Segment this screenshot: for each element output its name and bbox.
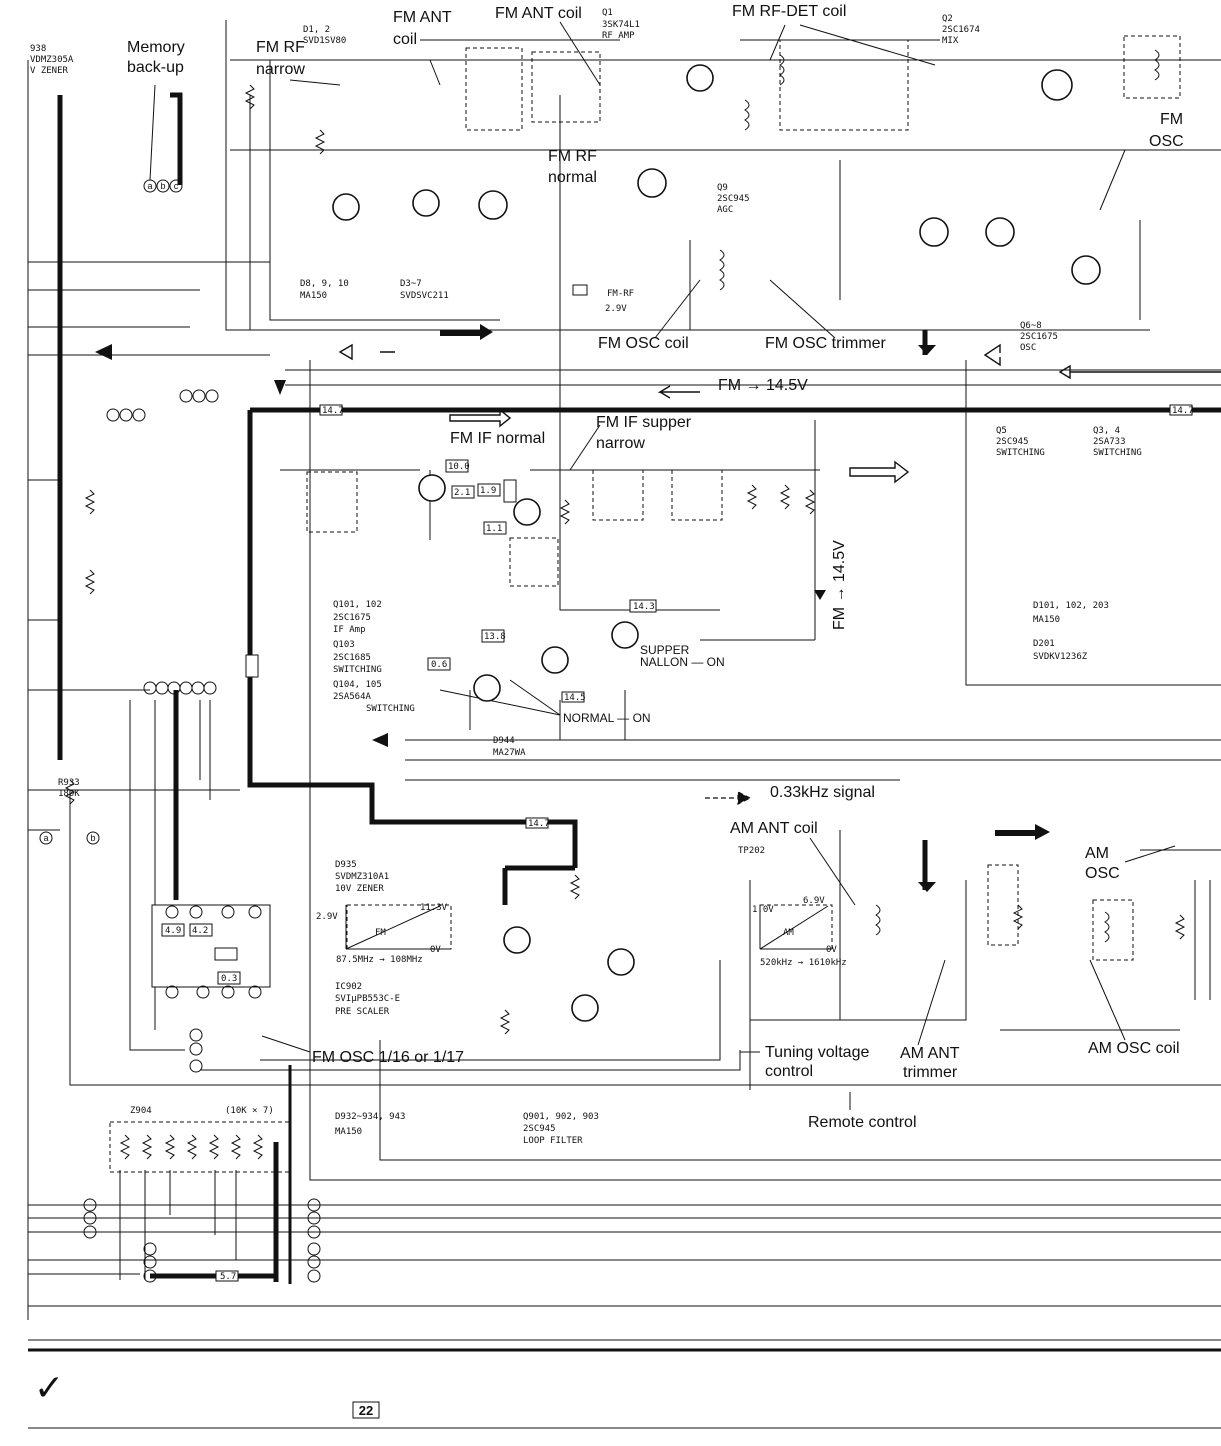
v-rail-147c: 14.7 <box>528 819 550 829</box>
v-03: 0.3 <box>221 974 238 984</box>
tuning-voltage-line1: Tuning voltage <box>765 1044 870 1061</box>
top-left-note-3: V ZENER <box>30 66 68 76</box>
fm-rf-volt-2: 2.9V <box>605 304 627 314</box>
q9-note-2: 2SC945 <box>717 194 750 204</box>
v-138: 13.8 <box>484 632 506 642</box>
ic902-note-1: IC902 <box>335 982 363 992</box>
fm-rf-normal-line2: normal <box>548 169 597 186</box>
d935-note-3: 10V ZENER <box>335 884 384 894</box>
fm-rf-narrow-line1: FM RF <box>256 39 305 56</box>
fm-ant-coil-q1: FM ANT coil <box>495 5 582 22</box>
graph-labels <box>316 896 847 968</box>
q9-note-3: AGC <box>717 205 734 215</box>
am-graph-band: AM <box>783 928 794 938</box>
fm-osc-divider-label: FM OSC 1/16 or 1/17 <box>312 1049 465 1066</box>
v-49: 4.9 <box>165 926 182 936</box>
am-graph-vlow-left: 1.0V <box>752 905 774 915</box>
fm-graph-band: FM <box>375 928 386 938</box>
q6-8-note-2: 2SC1675 <box>1020 332 1058 342</box>
r933-note-2: 180K <box>58 789 80 799</box>
bus-b-left: b <box>90 833 96 843</box>
ic902-block <box>152 905 270 998</box>
ic902-note-3: PRE SCALER <box>335 1007 390 1017</box>
q103-note-2: 2SC1685 <box>333 653 371 663</box>
d101-note-2: MA150 <box>1033 615 1061 625</box>
d935-note-1: D935 <box>335 860 357 870</box>
fm-rf-volt-1: FM-RF <box>607 289 635 299</box>
am-osc-coil-label: AM OSC coil <box>1088 1040 1180 1057</box>
d8-10-note-2: MA150 <box>300 291 328 301</box>
ic902-note-2: SVIμPB553C-E <box>335 994 401 1004</box>
q6-8-note-3: OSC <box>1020 343 1037 353</box>
fm-ant-coil-line2: coil <box>393 31 418 48</box>
q901-note-2: 2SC945 <box>523 1124 556 1134</box>
bus-c: c <box>173 181 179 191</box>
fm-osc-line1: FM <box>1160 111 1184 128</box>
d201-note-2: SVDKV1236Z <box>1033 652 1088 662</box>
fm-osc-coil-label: FM OSC coil <box>598 335 689 352</box>
v-145: 14.5 <box>564 693 586 703</box>
remote-control-label: Remote control <box>808 1114 917 1131</box>
q101-note-2: 2SC1675 <box>333 613 371 623</box>
d3-7-note-1: D3~7 <box>400 279 422 289</box>
d944-note-1: D944 <box>493 736 515 746</box>
v-rail-147b: 14.7 <box>1172 406 1194 416</box>
tp202-label: TP202 <box>738 846 766 856</box>
fm-if-normal: FM IF normal <box>450 430 546 447</box>
am-osc-line1: AM <box>1085 845 1109 862</box>
q3-4-note-2: 2SA733 <box>1093 437 1126 447</box>
d201-note-1: D201 <box>1033 639 1055 649</box>
q5-note-1: Q5 <box>996 426 1007 436</box>
handwritten-checkmark: ✓ <box>34 1367 65 1408</box>
fm-osc-trimmer-label: FM OSC trimmer <box>765 335 886 352</box>
bus-a-left: a <box>43 833 49 843</box>
am-ant-coil-label: AM ANT coil <box>730 820 818 837</box>
top-left-note-2: VDMZ305A <box>30 55 74 65</box>
signal-033khz: 0.33kHz signal <box>770 784 875 801</box>
q901-note-1: Q901, 902, 903 <box>523 1112 599 1122</box>
am-graph-freq: 520kHz → 1610kHz <box>760 958 847 968</box>
coils <box>720 50 1159 942</box>
am-ant-trimmer-line1: AM ANT <box>900 1045 960 1062</box>
v-19: 1.9 <box>480 486 497 496</box>
q1-note-1: Q1 <box>602 8 613 18</box>
tuning-voltage-line2: control <box>765 1063 814 1080</box>
fm-if-supper-line2: narrow <box>596 435 645 452</box>
d1-2-note-1: D1, 2 <box>303 25 331 35</box>
z904-note-2: (10K × 7) <box>225 1106 274 1116</box>
q104-note-3: SWITCHING <box>366 704 415 714</box>
q103-note-3: SWITCHING <box>333 665 382 675</box>
bus-b: b <box>160 181 166 191</box>
fm-graph-vlow: 0V <box>430 945 441 955</box>
d8-10-note-1: D8, 9, 10 <box>300 279 349 289</box>
memory-backup-line2: back-up <box>127 59 184 76</box>
z904-note-1: Z904 <box>130 1106 152 1116</box>
q104-note-1: Q104, 105 <box>333 680 382 690</box>
memory-backup-line1: Memory <box>127 39 185 56</box>
supper-line1: SUPPER <box>640 643 690 657</box>
am-ant-trimmer-line2: trimmer <box>903 1064 958 1081</box>
r933-note-1: R933 <box>58 778 80 788</box>
q6-8-note-1: Q6~8 <box>1020 321 1042 331</box>
v-57: 5.7 <box>220 1272 237 1282</box>
supper-line2: NALLON — ON <box>640 655 725 669</box>
q3-4-note-3: SWITCHING <box>1093 448 1142 458</box>
am-graph-vlow: 0V <box>826 945 837 955</box>
q901-note-3: LOOP FILTER <box>523 1136 583 1146</box>
q1-note-2: 3SK74L1 <box>602 20 640 30</box>
fm-osc-line2: OSC <box>1149 133 1184 150</box>
fm-graph-vhigh: 11.3V <box>420 903 448 913</box>
resistor-network <box>66 85 1184 1280</box>
v-rail-147: 14.7 <box>322 406 344 416</box>
d932-note-2: MA150 <box>335 1127 363 1137</box>
q2-note-2: 2SC1674 <box>942 25 980 35</box>
fm-rf-normal-line1: FM RF <box>548 148 597 165</box>
voltage-text <box>165 406 1194 1282</box>
fm-graph-freq: 87.5MHz → 108MHz <box>336 955 423 965</box>
v-11: 1.1 <box>486 524 503 534</box>
bus-a: a <box>147 181 153 191</box>
fm-rf-det-coil: FM RF-DET coil <box>732 3 847 20</box>
q101-note-1: Q101, 102 <box>333 600 382 610</box>
d1-2-note-2: SVD1SV80 <box>303 36 347 46</box>
top-left-note-1: 938 <box>30 44 47 54</box>
d3-7-note-2: SVDSVC211 <box>400 291 449 301</box>
q9-note-1: Q9 <box>717 183 728 193</box>
fm-if-supper-line1: FM IF supper <box>596 414 692 431</box>
am-osc-line2: OSC <box>1085 865 1120 882</box>
am-graph-vhigh: 6.9V <box>803 896 825 906</box>
v-21: 2.1 <box>454 488 471 498</box>
q3-4-note-1: Q3, 4 <box>1093 426 1121 436</box>
q1-note-3: RF AMP <box>602 31 635 41</box>
fm-rf-narrow-line2: narrow <box>256 61 305 78</box>
page-number: 22 <box>358 1403 374 1418</box>
q104-note-2: 2SA564A <box>333 692 371 702</box>
d101-note-1: D101, 102, 203 <box>1033 601 1109 611</box>
bus-connectors <box>40 180 320 1282</box>
v-143: 14.3 <box>633 602 655 612</box>
v-42: 4.2 <box>192 926 209 936</box>
d935-note-2: SVDMZ310A1 <box>335 872 390 882</box>
fm-145v-vertical: FM → 14.5V <box>831 540 848 630</box>
normal-on-label: NORMAL — ON <box>563 711 651 725</box>
q5-note-3: SWITCHING <box>996 448 1045 458</box>
fm-ant-coil-line1: FM ANT <box>393 9 452 26</box>
q101-note-3: IF Amp <box>333 625 366 635</box>
d932-note-1: D932~934, 943 <box>335 1112 406 1122</box>
fm-graph-vlow-left: 2.9V <box>316 912 338 922</box>
v-06: 0.6 <box>431 660 448 670</box>
q2-note-3: MIX <box>942 36 959 46</box>
fm-145v-top: FM → 14.5V <box>718 377 808 394</box>
q103-note-1: Q103 <box>333 640 355 650</box>
v-100: 10.0 <box>448 462 470 472</box>
q5-note-2: 2SC945 <box>996 437 1029 447</box>
bus-letter-text <box>43 181 178 843</box>
q2-note-1: Q2 <box>942 14 953 24</box>
d944-note-2: MA27WA <box>493 748 526 758</box>
